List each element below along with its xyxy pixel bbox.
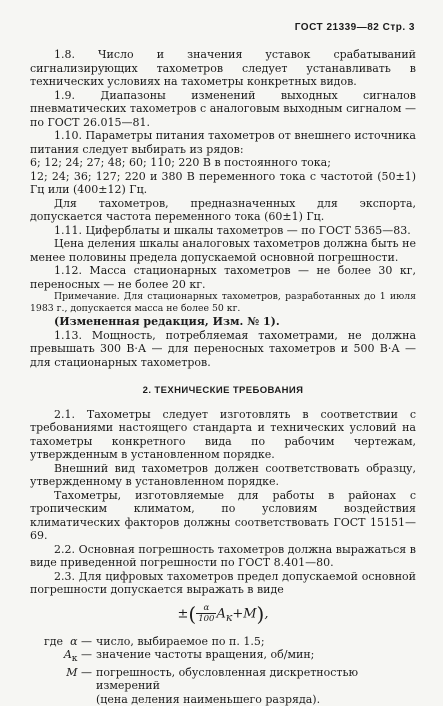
document-body [30, 48, 416, 706]
ak-symbol: A [63, 648, 72, 662]
m-text-continuation: (цена деления наименьшего разряда). [96, 692, 321, 706]
paragraph-1-10: 1.10. Параметры питания тахометров от внешнего источника питания следует выбирать из рядов: [30, 129, 416, 156]
formula-numerator: α [196, 603, 216, 614]
paragraph-2-2: 2.2. Основная погрешность тахометров должна выражаться в виде приведенной погрешности по ГОСТ 8.401—80. [30, 542, 416, 569]
paragraph-1-13: 1.13. Мощность, потребляемая тахометрами, не должна превышать 300 В·А — для переносных тахометров и 500 В·А — для стационарных тахометров. [30, 328, 416, 369]
definition-alpha [30, 635, 416, 649]
paragraph-1-11: 1.11. Циферблаты и шкалы тахометров — по ГОСТ 5365—83. [54, 223, 411, 237]
definition-m [30, 666, 416, 693]
definitions [30, 635, 416, 706]
formula-tail: , [264, 606, 269, 621]
formula-pm: ± [177, 606, 189, 621]
page-header: ГОСТ 21339—82 Стр. 3 [294, 22, 415, 33]
paragraph-2-3: 2.3. Для цифровых тахометров предел допускаемой основной погрешности допускается выражать в виде [30, 569, 416, 596]
formula-fraction [196, 603, 216, 624]
paragraph-1-11-scale: Цена деления шкалы аналоговых тахометров должна быть не менее половины предела допускаемой основной погрешности. [30, 237, 417, 264]
m-symbol: M — [66, 665, 92, 679]
paragraph-1-12: 1.12. Масса стационарных тахометров — не более 30 кг, переносных — не более 20 кг. [30, 264, 416, 291]
ak-text: значение частоты вращения, об/мин; [96, 648, 315, 662]
paragraph-1-10-dc: 6; 12; 24; 27; 48; 60; 110; 220 В в постоянного тока; [30, 156, 331, 169]
definition-ak [30, 648, 416, 666]
section-title: 2. ТЕХНИЧЕСКИЕ ТРЕБОВАНИЯ [142, 385, 304, 396]
formula-denominator: 100 [198, 614, 215, 624]
paragraph-1-10-ac: 12; 24; 36; 127; 220 и 380 В переменного тока с частотой (50±1) Гц или (400±12) Гц. [30, 169, 416, 196]
alpha-text: число, выбираемое по п. 1.5; [96, 634, 265, 648]
paragraph-2-1-appearance: Внешний вид тахометров должен соответствовать образцу, утвержденному в установленном порядке. [30, 461, 416, 488]
formula-ak: A [216, 606, 226, 621]
m-text: погрешность, обусловленная дискретностью измерений [96, 665, 359, 693]
paragraph-1-10-export: Для тахометров, предназначенных для экспорта, допускается частота переменного тока (60±1) Гц. [30, 196, 416, 223]
revision-note: (Измененная редакция, Изм. № 1). [54, 315, 280, 328]
note: Примечание. Для стационарных тахометров, разработанных до 1 июля 1983 г., допускается масса не более 50 кг. [30, 291, 416, 314]
formula-plus-m: +M [232, 606, 257, 621]
ak-dash: — [81, 648, 92, 662]
definition-where: где [44, 634, 64, 648]
ak-subscript: к [71, 653, 78, 665]
paragraph-2-1-tropical: Тахометры, изготовляемые для работы в районах с тропическим климатом, по условиям воздействия климатических факторов должны соответствовать ГОСТ 15151—69. [30, 488, 416, 542]
paragraph-2-1: 2.1. Тахометры следует изготовлять в соответствии с требованиями настоящего стандарта и технических условий на тахометры конкретного вида по рабочим чертежам, утвержденным в установленном порядке. [30, 407, 416, 461]
paragraph-1-9: 1.9. Диапазоны изменений выходных сигналов пневматических тахометров с аналоговым выходным сигналом — по ГОСТ 26.015—81. [30, 88, 416, 129]
error-formula: ±( $\frac{\alpha}{100}$ $A_к+M$), [177, 601, 269, 626]
paragraph-1-8: 1.8. Число и значения уставок срабатываний сигнализирующих тахометров следует устанавливать в технических условиях на тахометры конкретных видов. [30, 48, 416, 88]
formula-ak-sub: к [225, 610, 233, 624]
alpha-symbol: α — [70, 634, 92, 648]
